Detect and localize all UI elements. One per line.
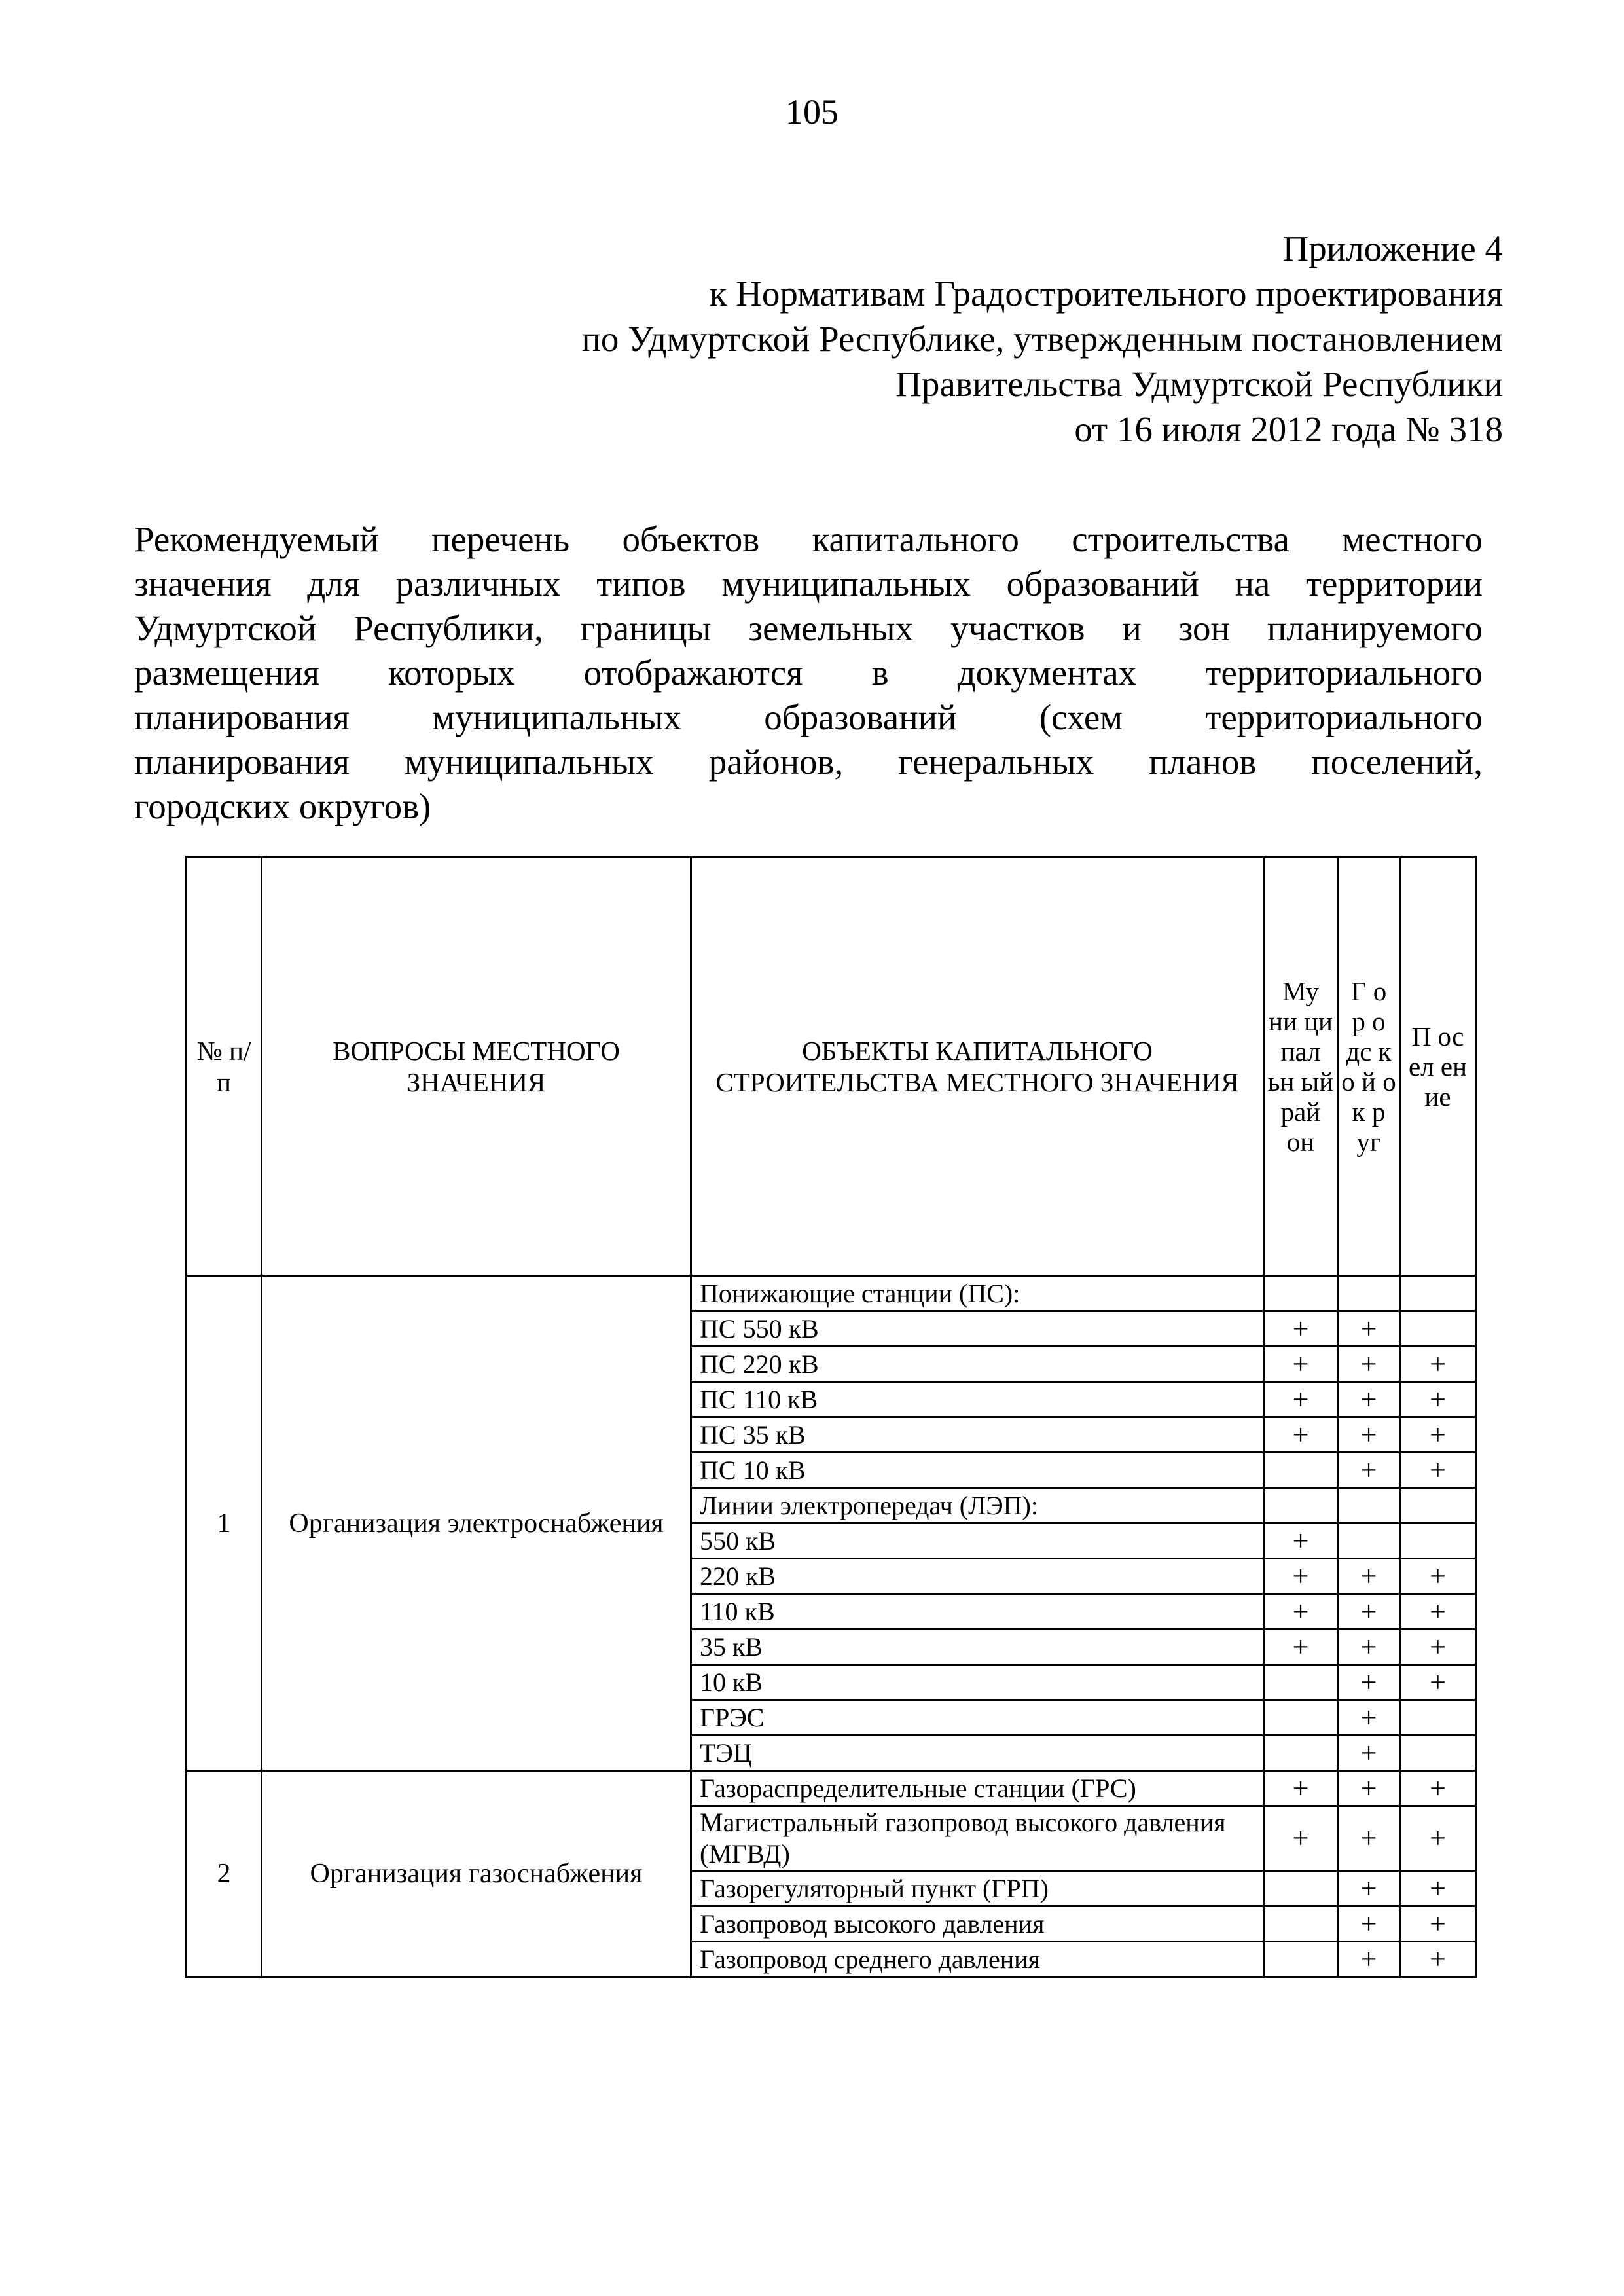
appendix-line: Правительства Удмуртской Республики: [895, 364, 1503, 404]
object-name: ГРЭС: [691, 1700, 1264, 1736]
object-name: ПС 35 кВ: [691, 1417, 1264, 1453]
mark-city: +: [1338, 1311, 1400, 1347]
mark-district: +: [1264, 1311, 1338, 1347]
object-name: Понижающие станции (ПС):: [691, 1276, 1264, 1311]
header-objects: ОБЪЕКТЫ КАПИТАЛЬНОГО СТРОИТЕЛЬСТВА МЕСТНОГО ЗНАЧЕНИЯ: [691, 857, 1264, 1276]
mark-district: [1264, 1488, 1338, 1523]
heading-line: Удмуртской Республики, границы земельных участков и зон планируемого: [134, 608, 1483, 648]
mark-city: +: [1338, 1942, 1400, 1977]
document-heading: [134, 517, 1483, 829]
mark-district: [1264, 1736, 1338, 1771]
mark-settlement: +: [1400, 1630, 1476, 1665]
mark-settlement: +: [1400, 1771, 1476, 1806]
mark-settlement: [1400, 1700, 1476, 1736]
header-district: Му ни ци пал ьн ый рай он: [1264, 857, 1338, 1276]
object-name: 35 кВ: [691, 1630, 1264, 1665]
heading-line: планирования муниципальных районов, генеральных планов поселений,: [134, 742, 1483, 782]
header-settlement: П ос ел ен ие: [1400, 857, 1476, 1276]
mark-settlement: +: [1400, 1417, 1476, 1453]
mark-settlement: +: [1400, 1559, 1476, 1594]
objects-table-container: [185, 856, 1477, 1978]
object-name: Газорегуляторный пункт (ГРП): [691, 1871, 1264, 1906]
mark-city: +: [1338, 1453, 1400, 1488]
mark-district: +: [1264, 1559, 1338, 1594]
mark-city: +: [1338, 1665, 1400, 1700]
mark-city: +: [1338, 1382, 1400, 1417]
mark-district: [1264, 1700, 1338, 1736]
mark-city: +: [1338, 1347, 1400, 1382]
page-number: 105: [785, 92, 839, 132]
mark-city: +: [1338, 1906, 1400, 1942]
object-name: ПС 550 кВ: [691, 1311, 1264, 1347]
appendix-line: от 16 июля 2012 года № 318: [1074, 409, 1503, 449]
section-number: 1: [187, 1276, 262, 1771]
object-name: Газопровод среднего давления: [691, 1942, 1264, 1977]
table-header-row: [187, 857, 1476, 1276]
object-name: ПС 110 кВ: [691, 1382, 1264, 1417]
object-name: ПС 220 кВ: [691, 1347, 1264, 1382]
object-name: Магистральный газопровод высокого давления (МГВД): [691, 1806, 1264, 1871]
table-row: [187, 1771, 1476, 1806]
mark-settlement: +: [1400, 1942, 1476, 1977]
mark-district: +: [1264, 1347, 1338, 1382]
mark-settlement: [1400, 1523, 1476, 1559]
mark-district: [1264, 1276, 1338, 1311]
mark-district: +: [1264, 1417, 1338, 1453]
mark-city: +: [1338, 1806, 1400, 1871]
mark-district: +: [1264, 1523, 1338, 1559]
heading-line: городских округов): [134, 786, 431, 826]
mark-district: +: [1264, 1630, 1338, 1665]
mark-city: +: [1338, 1700, 1400, 1736]
heading-line: значения для различных типов муниципальных образований на территории: [134, 564, 1483, 604]
mark-city: +: [1338, 1771, 1400, 1806]
mark-city: +: [1338, 1736, 1400, 1771]
mark-district: [1264, 1871, 1338, 1906]
heading-line: размещения которых отображаются в документах территориального: [134, 653, 1483, 693]
mark-settlement: [1400, 1276, 1476, 1311]
mark-city: +: [1338, 1594, 1400, 1630]
mark-settlement: [1400, 1736, 1476, 1771]
mark-settlement: +: [1400, 1453, 1476, 1488]
object-name: Газопровод высокого давления: [691, 1906, 1264, 1942]
appendix-reference: [581, 226, 1503, 452]
heading-line: Рекомендуемый перечень объектов капитального строительства местного: [134, 519, 1483, 559]
object-name: ТЭЦ: [691, 1736, 1264, 1771]
mark-settlement: +: [1400, 1594, 1476, 1630]
mark-district: [1264, 1453, 1338, 1488]
mark-settlement: +: [1400, 1871, 1476, 1906]
mark-district: [1264, 1906, 1338, 1942]
mark-district: [1264, 1942, 1338, 1977]
mark-city: [1338, 1488, 1400, 1523]
appendix-line: по Удмуртской Республике, утвержденным постановлением: [581, 319, 1503, 359]
object-name: Линии электропередач (ЛЭП):: [691, 1488, 1264, 1523]
table-row: [187, 1276, 1476, 1311]
mark-city: [1338, 1523, 1400, 1559]
heading-line: планирования муниципальных образований (схем территориального: [134, 697, 1483, 737]
appendix-line: к Нормативам Градостроительного проектирования: [709, 274, 1503, 314]
header-num: № п/п: [187, 857, 262, 1276]
mark-settlement: [1400, 1311, 1476, 1347]
mark-settlement: +: [1400, 1382, 1476, 1417]
mark-city: [1338, 1276, 1400, 1311]
mark-district: +: [1264, 1806, 1338, 1871]
section-issue: Организация газоснабжения: [262, 1771, 691, 1977]
mark-city: +: [1338, 1871, 1400, 1906]
mark-district: +: [1264, 1594, 1338, 1630]
object-name: 220 кВ: [691, 1559, 1264, 1594]
object-name: ПС 10 кВ: [691, 1453, 1264, 1488]
object-name: 10 кВ: [691, 1665, 1264, 1700]
mark-district: +: [1264, 1771, 1338, 1806]
mark-district: +: [1264, 1382, 1338, 1417]
appendix-line: Приложение 4: [1282, 228, 1503, 268]
mark-city: +: [1338, 1559, 1400, 1594]
mark-city: +: [1338, 1417, 1400, 1453]
mark-settlement: [1400, 1488, 1476, 1523]
section-issue: Организация электроснабжения: [262, 1276, 691, 1771]
mark-city: +: [1338, 1630, 1400, 1665]
mark-district: [1264, 1665, 1338, 1700]
section-number: 2: [187, 1771, 262, 1977]
header-issues: ВОПРОСЫ МЕСТНОГО ЗНАЧЕНИЯ: [262, 857, 691, 1276]
object-name: Газораспределительные станции (ГРС): [691, 1771, 1264, 1806]
mark-settlement: +: [1400, 1347, 1476, 1382]
objects-table: [185, 856, 1477, 1978]
mark-settlement: +: [1400, 1806, 1476, 1871]
mark-settlement: +: [1400, 1665, 1476, 1700]
mark-settlement: +: [1400, 1906, 1476, 1942]
object-name: 550 кВ: [691, 1523, 1264, 1559]
header-city: Г о р о дс к о й о к р уг: [1338, 857, 1400, 1276]
object-name: 110 кВ: [691, 1594, 1264, 1630]
